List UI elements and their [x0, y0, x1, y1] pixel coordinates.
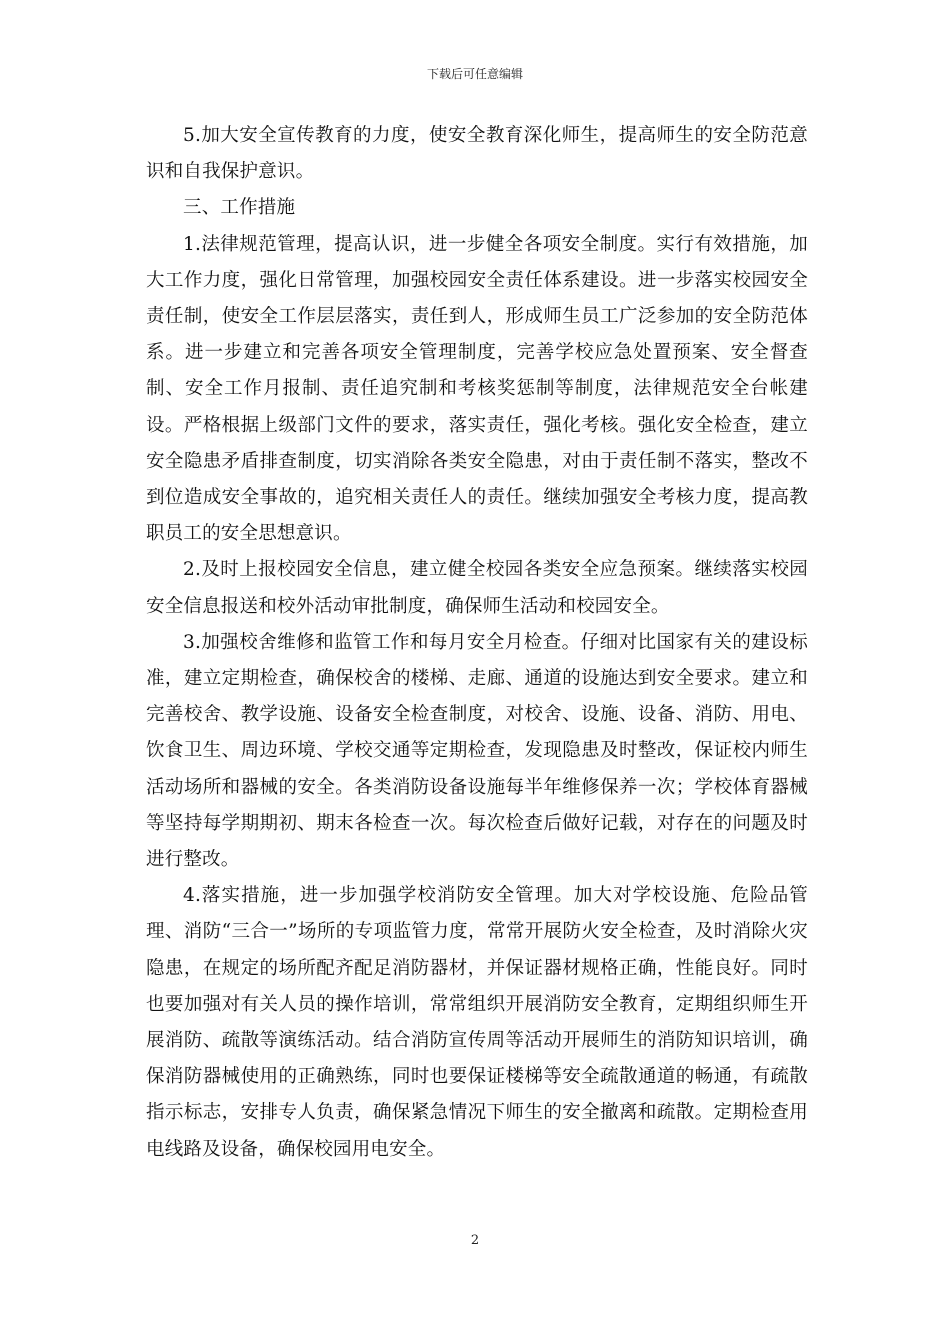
section-heading-work-measures: 三、工作措施: [183, 197, 296, 219]
page-number: 2: [470, 1233, 480, 1248]
paragraph-measure-4: 4.落实措施，进一步加强学校消防安全管理。加大对学校设施、危险品管理、消防“三合一”场所的专项监管力度，常常开展防火安全检查，及时消除火灾隐患，在规定的场所配齐配足消防器材，并保证器材规格正确，性能良好。同时也要加强对有关人员的操作培训，常常组织开展消防安全教育，定期组织师生开展消防、疏散等演练活动。结合消防宣传周等活动开展师生的消防知识培训，确保消防器械使用的正确熟练，同时也要保证楼梯等安全疏散通道的畅通，有疏散指示标志，安排专人负责，确保紧急情况下师生的安全撤离和疏散。定期检查用电线路及设备，确保校园用电安全。: [146, 885, 808, 1160]
paragraph-measure-1: 1.法律规范管理，提高认识，进一步健全各项安全制度。实行有效措施，加大工作力度，强化日常管理，加强校园安全责任体系建设。进一步落实校园安全责任制，使安全工作层层落实，责任到人，形成师生员工广泛参加的安全防范体系。进一步建立和完善各项安全管理制度，完善学校应急处置预案、安全督查制、安全工作月报制、责任追究制和考核奖惩制等制度，法律规范安全台帐建设。严格根据上级部门文件的要求，落实责任，强化考核。强化安全检查，建立安全隐患矛盾排查制度，切实消除各类安全隐患，对由于责任制不落实，整改不到位造成安全事故的，追究相关责任人的责任。继续加强安全考核力度，提高教职员工的安全思想意识。: [146, 233, 808, 545]
paragraph-measure-2: 2.及时上报校园安全信息，建立健全校园各类安全应急预案。继续落实校园安全信息报送和校外活动审批制度，确保师生活动和校园安全。: [146, 559, 808, 617]
page-header: 下载后可任意编辑: [426, 67, 523, 81]
paragraph-item-5-publicity: 5.加大安全宣传教育的力度，使安全教育深化师生，提高师生的安全防范意识和自我保护意识。: [146, 125, 808, 183]
document-body: [146, 118, 808, 1168]
paragraph-measure-3: 3.加强校舍维修和监管工作和每月安全月检查。仔细对比国家有关的建设标准，建立定期检查，确保校舍的楼梯、走廊、通道的设施达到安全要求。建立和完善校舍、教学设施、设备安全检查制度，对校舍、设施、设备、消防、用电、饮食卫生、周边环境、学校交通等定期检查，发现隐患及时整改，保证校内师生活动场所和器械的安全。各类消防设备设施每半年维修保养一次；学校体育器械等坚持每学期期初、期末各检查一次。每次检查后做好记载，对存在的问题及时进行整改。: [146, 631, 808, 871]
